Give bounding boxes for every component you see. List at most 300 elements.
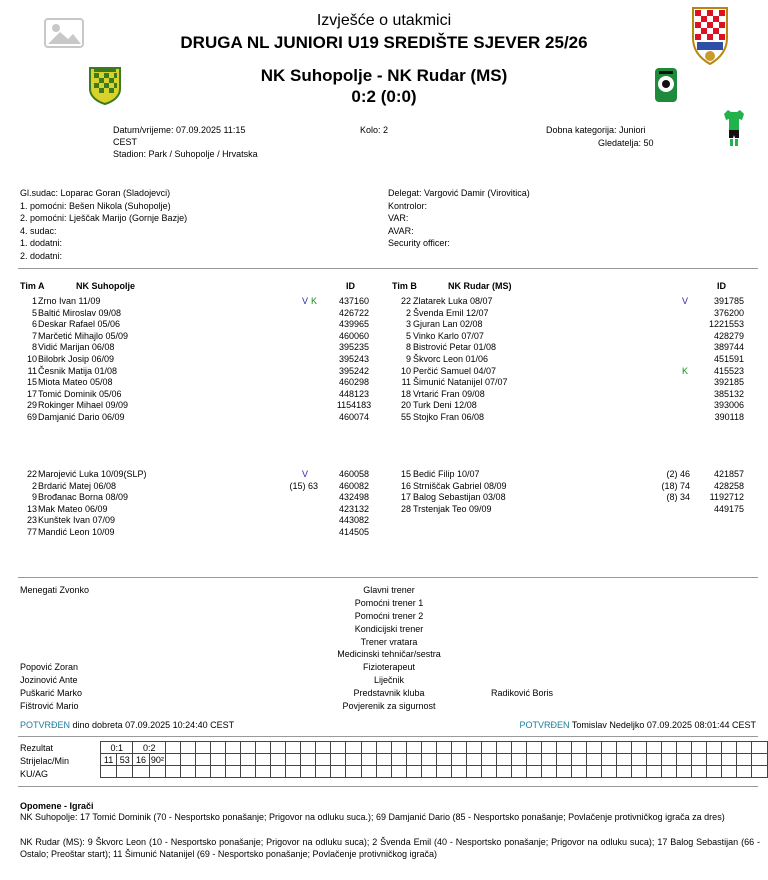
result-grid-cell [707,742,722,754]
staff-roles [284,585,494,714]
result-grid-cell [226,742,241,754]
result-grid-cell [602,766,617,778]
substitution-info: (15) 63 [289,480,318,491]
result-grid-cell [256,742,271,754]
result-grid-cell [662,742,677,754]
result-grid-cell [256,754,271,766]
player-id: 395243 [338,354,370,364]
staff-role: Predstavnik kluba [353,688,425,699]
result-grid-cell [451,766,466,778]
player-number: 55 [400,412,411,422]
result-grid-cell [286,754,301,766]
result-grid-cell [346,766,361,778]
captain-mark: V [302,296,309,306]
player-number: 18 [400,388,411,399]
result-grid-cell [241,754,256,766]
player-number: 11 [401,377,411,388]
result-grid-cell [376,754,391,766]
result-grid-cell [181,742,196,754]
result-grid-cell [361,766,376,778]
staff-role: Medicinski tehničar/sestra [337,649,441,660]
result-grid-row [101,766,768,778]
result-grid-cell [436,766,451,778]
official-line: Delegat: Vargović Damir (Virovitica) [388,188,530,198]
result-grid-cell [301,754,316,766]
substitution-info: (8) 34 [666,492,690,503]
team-a-id-header: ID [346,281,355,291]
official-line: 4. sudac: [20,225,57,236]
official-line: VAR: [388,213,409,224]
player-name: Zlatarek Luka 08/07 [413,296,493,306]
result-grid-cell [149,766,165,778]
result-grid-row [101,742,768,754]
staff-role: Pomoćni trener 2 [354,610,424,621]
team-a-label: Tim A [20,281,45,291]
player-name: Vidić Marijan 06/08 [38,342,115,353]
result-grid-cell [286,766,301,778]
jersey-icon [722,108,746,148]
player-id: 395242 [338,365,370,376]
player-name: Mandić Leon 10/09 [38,527,115,537]
match-title: NK Suhopolje - NK Rudar (MS) [260,66,508,85]
result-grid-cell [301,766,316,778]
player-id: 376200 [713,307,744,318]
player-id: 395235 [338,342,370,353]
staff-role: Glavni trener [363,585,415,595]
player-number: 29 [26,400,37,411]
result-grid-cell [602,742,617,754]
player-name: Turk Deni 12/08 [413,400,477,411]
result-grid-cell [481,766,496,778]
result-grid-cell [571,754,586,766]
result-grid-cell [722,754,737,766]
result-grid-cell [541,754,556,766]
result-grid-cell [166,766,181,778]
result-grid-cell [617,754,632,766]
result-grid-cell [196,754,211,766]
result-grid-cell [451,742,466,754]
physio-name: Popović Zoran [20,662,79,672]
player-id: 393006 [713,400,744,411]
player-number: 23 [26,515,37,526]
result-grid-cell [617,742,632,754]
result-grid-cell [316,754,331,766]
result-grid-cell [511,742,526,754]
result-grid-cell [346,754,361,766]
player-number: 8 [405,342,411,353]
result-grid-cell: 90² [150,754,164,765]
player-number: 9 [31,492,37,503]
result-grid-cell [632,754,647,766]
player-id: 390118 [714,412,744,422]
result-grid-cell [586,754,601,766]
result-grid-cell [496,742,511,754]
player-name: Česnik Matija 01/08 [38,365,118,376]
player-name: Deskar Rafael 05/06 [38,319,121,330]
club-rep-name: Puškarić Marko [20,688,83,698]
result-grid-cell [211,742,226,754]
player-id: 428279 [713,330,744,341]
result-grid-cell [196,742,211,754]
player-id: 460060 [338,330,370,341]
captain-mark: V [302,469,309,479]
player-id: 443082 [338,515,370,526]
staff-role: Liječnik [373,675,404,686]
result-grid-cell [451,754,466,766]
divider [18,268,758,269]
club-rep-name-b: Radiković Boris [491,688,554,698]
player-id: 460074 [338,412,370,422]
player-id: 439965 [338,319,370,330]
player-name: Škvorc Leon 01/06 [413,354,489,364]
officials-right [388,188,530,251]
age-category: Dobna kategorija: Juniori [546,125,646,135]
player-id: 423132 [338,503,370,514]
result-grid-cell [421,754,436,766]
result-grid-cell [211,766,226,778]
player-name: Stojko Fran 06/08 [413,412,485,422]
result-grid-cell [361,742,376,754]
result-grid-cell [662,754,677,766]
report-title: Izvješće o utakmici [316,12,452,29]
result-grid-table [100,741,768,778]
head-coach-name: Menegati Zvonko [20,585,90,595]
divider [18,786,758,787]
player-name: Damjanić Dario 06/09 [38,412,125,422]
player-name: Marojević Luka 10/09(SLP) [38,469,147,479]
cautions-team-a: NK Suhopolje: 17 Tomić Dominik (70 - Nesportsko ponašanje; Prigovor na odluku suca.); 69 Damjanić Dario (85 - Nesportsko ponašanje; Povlačenje protivničkog igrača za dres) [20,812,725,822]
result-grid-cell [526,766,541,778]
staff-role: Trener vratara [360,636,418,647]
player-number: 11 [27,365,37,376]
confirmation-b [520,720,756,731]
result-grid-cell [211,754,226,766]
result-grid-cell [737,742,752,754]
player-number: 2 [405,307,411,318]
result-grid-cell [196,766,211,778]
spectators: Gledatelja: 50 [598,138,654,148]
result-grid-cell [511,754,526,766]
result-grid-cell [331,754,346,766]
result-grid-cell [391,766,406,778]
player-number: 13 [26,503,37,514]
result-grid-cell [466,754,481,766]
player-number: 5 [405,330,411,341]
player-number: 17 [400,492,411,503]
player-name: Švenda Emil 12/07 [413,307,489,318]
player-number: 15 [400,469,411,479]
result-grid-cell [647,766,662,778]
staff-role: Povjerenik za sigurnost [342,701,436,712]
team-b-label: Tim B [392,281,417,291]
competition-title: DRUGA NL JUNIORI U19 SREDIŠTE SJEVER 25/26 [180,33,588,52]
result-grid-cell [361,754,376,766]
cautions-title: Opomene - Igrači [20,801,94,811]
player-id: 1221553 [708,319,744,330]
result-grid-cell [466,742,481,754]
result-grid-cell [271,766,286,778]
result-grid-cell [301,742,316,754]
player-id: 432498 [338,492,370,503]
player-name: Vrtarić Fran 09/08 [413,388,485,399]
result-grid-cell [286,742,301,754]
staff-role: Pomoćni trener 1 [354,597,424,608]
result-grid-cell [316,766,331,778]
confirm-text: Tomislav Nedeljko 07.09.2025 08:01:44 CEST [571,720,756,730]
match-stadium: Stadion: Park / Suhopolje / Hrvatska [113,149,258,159]
doctor-name: Jozinović Ante [20,675,78,685]
player-name: Gjuran Lan 02/08 [413,319,483,330]
result-grid-cell [692,742,707,754]
player-number: 20 [400,400,411,411]
player-name: Brođanac Borna 08/09 [38,492,129,503]
staff-role: Fizioterapeut [362,662,416,673]
result-grid-cell [406,766,421,778]
player-id: 1192712 [709,492,744,503]
player-id: 460082 [338,480,370,491]
official-line: Security officer: [388,238,450,249]
result-grid-cell [752,766,768,778]
result-grid-cell [226,754,241,766]
player-id: 421857 [713,469,744,479]
result-grid-cell [632,766,647,778]
result-grid-cell [692,754,707,766]
result-grid-cell [101,766,117,778]
result-grid-cell [632,742,647,754]
match-score: 0:2 (0:0) [351,87,417,106]
grid-label-kuag: KU/AG [20,769,49,779]
result-grid-cell [722,766,737,778]
result-grid-cell [421,742,436,754]
player-name: Miota Mateo 05/08 [38,377,113,388]
player-number: 7 [31,330,37,341]
result-grid-cell [181,754,196,766]
player-name: Bedić Filip 10/07 [413,469,480,479]
match-timezone: CEST [113,137,138,147]
result-grid-cell [571,742,586,754]
player-number: 22 [400,296,411,306]
confirmation-a [20,720,234,731]
substitution-info: (2) 46 [666,469,690,479]
player-name: Marčetić Mihajlo 05/09 [38,330,129,341]
player-name: Balog Sebastijan 03/08 [413,492,506,503]
official-line: 2. pomoćni: Lješčak Marijo (Gornje Bazje) [20,213,188,224]
result-grid [100,741,768,778]
player-id: 451591 [713,354,744,364]
result-grid-cell [117,766,133,778]
result-grid-cell: 0:1 [101,742,133,754]
team-b-name: NK Rudar (MS) [448,281,512,291]
result-grid-cell [677,766,692,778]
grid-label-rezultat: Rezultat [20,743,54,753]
result-grid-cell [511,766,526,778]
player-id: 449175 [713,503,744,514]
result-grid-cell [541,742,556,754]
player-name: Zrno Ivan 11/09 [38,296,101,306]
officials-left [20,188,187,264]
player-number: 22 [26,469,37,479]
result-grid-cell [436,754,451,766]
result-grid-cell [391,742,406,754]
player-number: 16 [400,480,411,491]
player-name: Trstenjak Teo 09/09 [413,503,492,514]
player-id: 428258 [713,480,744,491]
result-grid-cell [496,754,511,766]
player-name: Kunštek Ivan 07/09 [38,515,116,526]
result-grid-cell [722,742,737,754]
result-grid-cell [647,742,662,754]
player-name: Strniščak Gabriel 08/09 [413,480,507,491]
player-number: 8 [31,342,37,353]
player-number: 15 [26,377,37,388]
result-grid-cell [331,742,346,754]
player-number: 2 [31,480,37,491]
result-grid-cell [692,766,707,778]
result-grid-cell [271,754,286,766]
captain-mark: K [682,365,689,376]
result-grid-cell [133,766,149,778]
result-grid-cell [316,742,331,754]
result-grid-cell [331,766,346,778]
player-id: 1154183 [336,400,372,411]
team-b-id-header: ID [717,281,726,291]
player-id: 385132 [713,388,744,399]
result-grid-cell [737,766,752,778]
result-grid-cell [571,766,586,778]
player-number: 28 [400,503,411,514]
player-id: 414505 [338,527,370,537]
result-grid-cell [406,754,421,766]
player-number: 9 [405,354,411,364]
result-grid-cell [346,742,361,754]
player-number: 5 [31,307,37,318]
result-grid-cell: 16 [133,754,149,766]
result-grid-cell [647,754,662,766]
player-number: 77 [26,527,37,537]
result-grid-cell: 11 [101,754,117,766]
player-id: 392185 [713,377,744,388]
official-line: 1. dodatni: [20,238,63,249]
captain-mark: K [311,296,318,306]
result-grid-cell [226,766,241,778]
result-grid-cell [241,742,256,754]
player-number: 69 [26,412,37,422]
result-grid-cell [737,754,752,766]
player-id: 415523 [713,365,744,376]
confirm-text: dino dobreta 07.09.2025 10:24:40 CEST [72,720,235,730]
official-line: AVAR: [388,225,414,236]
result-grid-cell [181,766,196,778]
result-grid-cell [436,742,451,754]
official-line: 1. pomoćni: Bešen Nikola (Suhopolje) [20,200,171,211]
player-number: 1 [31,296,37,306]
cautions-team-b: NK Rudar (MS): 9 Škvorc Leon (10 - Nesportsko ponašanje; Prigovor na odluku suca); 2 Švenda Emil (40 - Nesportsko ponašanje; Prigovor na odluku suca); 17 Balog Sebastijan (66 - Ostalo; Preoštar start); 11 Šimunić Natanijel (69 - Nesportsko ponašanje; Povlačenje protivničkog igrača) [20,837,760,859]
result-grid-cell [556,742,571,754]
staff-role: Kondicijski trener [354,623,424,634]
player-name: Vinko Karlo 07/07 [413,330,484,341]
result-grid-cell [466,766,481,778]
result-grid-cell [421,766,436,778]
result-grid-cell [602,754,617,766]
official-line: Kontrolor: [388,200,428,211]
confirm-label: POTVRĐEN [519,720,570,730]
player-id: 426722 [338,307,370,318]
player-name: Mak Mateo 06/09 [38,503,108,514]
grid-label-strijelac: Strijelac/Min [20,756,70,766]
result-grid-cell [662,766,677,778]
result-grid-cell [617,766,632,778]
team-a-name: NK Suhopolje [76,281,135,291]
divider [18,736,758,737]
result-grid-cell [406,742,421,754]
result-grid-cell [556,766,571,778]
player-name: Bistrović Petar 01/08 [413,342,497,353]
result-grid-cell [752,742,768,754]
player-number: 10 [400,365,411,376]
player-name: Baltić Miroslav 09/08 [38,307,122,318]
player-name: Brdarić Matej 06/08 [38,480,117,491]
player-number: 3 [405,319,411,330]
result-grid-cell [586,766,601,778]
result-grid-cell [556,754,571,766]
result-grid-cell [241,766,256,778]
result-grid-row [101,754,768,766]
result-grid-cell [752,754,768,766]
confirm-label: POTVRĐEN [20,720,71,730]
result-grid-cell [496,766,511,778]
result-grid-cell [376,766,391,778]
result-grid-cell [677,754,692,766]
result-grid-cell [256,766,271,778]
result-grid-cell [271,742,286,754]
result-grid-cell [166,754,181,766]
result-grid-cell [481,754,496,766]
result-grid-cell [707,754,722,766]
player-name: Rokinger Mihael 09/09 [38,400,129,411]
player-id: 448123 [338,388,370,399]
result-grid-cell [166,742,181,754]
player-id: 460298 [338,377,370,388]
result-grid-cell [677,742,692,754]
result-grid-cell: 53 [117,754,133,766]
divider [18,577,758,578]
substitution-info: (18) 74 [661,480,690,491]
player-id: 389744 [713,342,744,353]
official-line: Gl.sudac: Loparac Goran (Sladojevci) [20,188,171,198]
result-grid-cell [586,742,601,754]
match-round: Kolo: 2 [360,125,389,135]
player-number: 17 [26,388,37,399]
match-datetime: Datum/vrijeme: 07.09.2025 11:15 [113,125,246,135]
result-grid-cell [391,754,406,766]
player-name: Tomić Dominik 05/06 [38,388,122,399]
player-number: 10 [26,354,37,364]
security-officer-name: Fištrović Mario [20,701,79,711]
result-grid-cell [541,766,556,778]
captain-mark: V [682,296,689,306]
result-grid-cell [526,742,541,754]
player-id: 437160 [338,296,370,306]
result-grid-cell [707,766,722,778]
player-name: Šimunić Natanijel 07/07 [413,377,508,388]
player-id: 460058 [338,469,370,479]
official-line: 2. dodatni: [20,250,63,261]
player-number: 6 [31,319,37,330]
result-grid-cell: 0:2 [133,742,166,754]
result-grid-cell [376,742,391,754]
result-grid-cell [526,754,541,766]
player-id: 391785 [713,296,744,306]
